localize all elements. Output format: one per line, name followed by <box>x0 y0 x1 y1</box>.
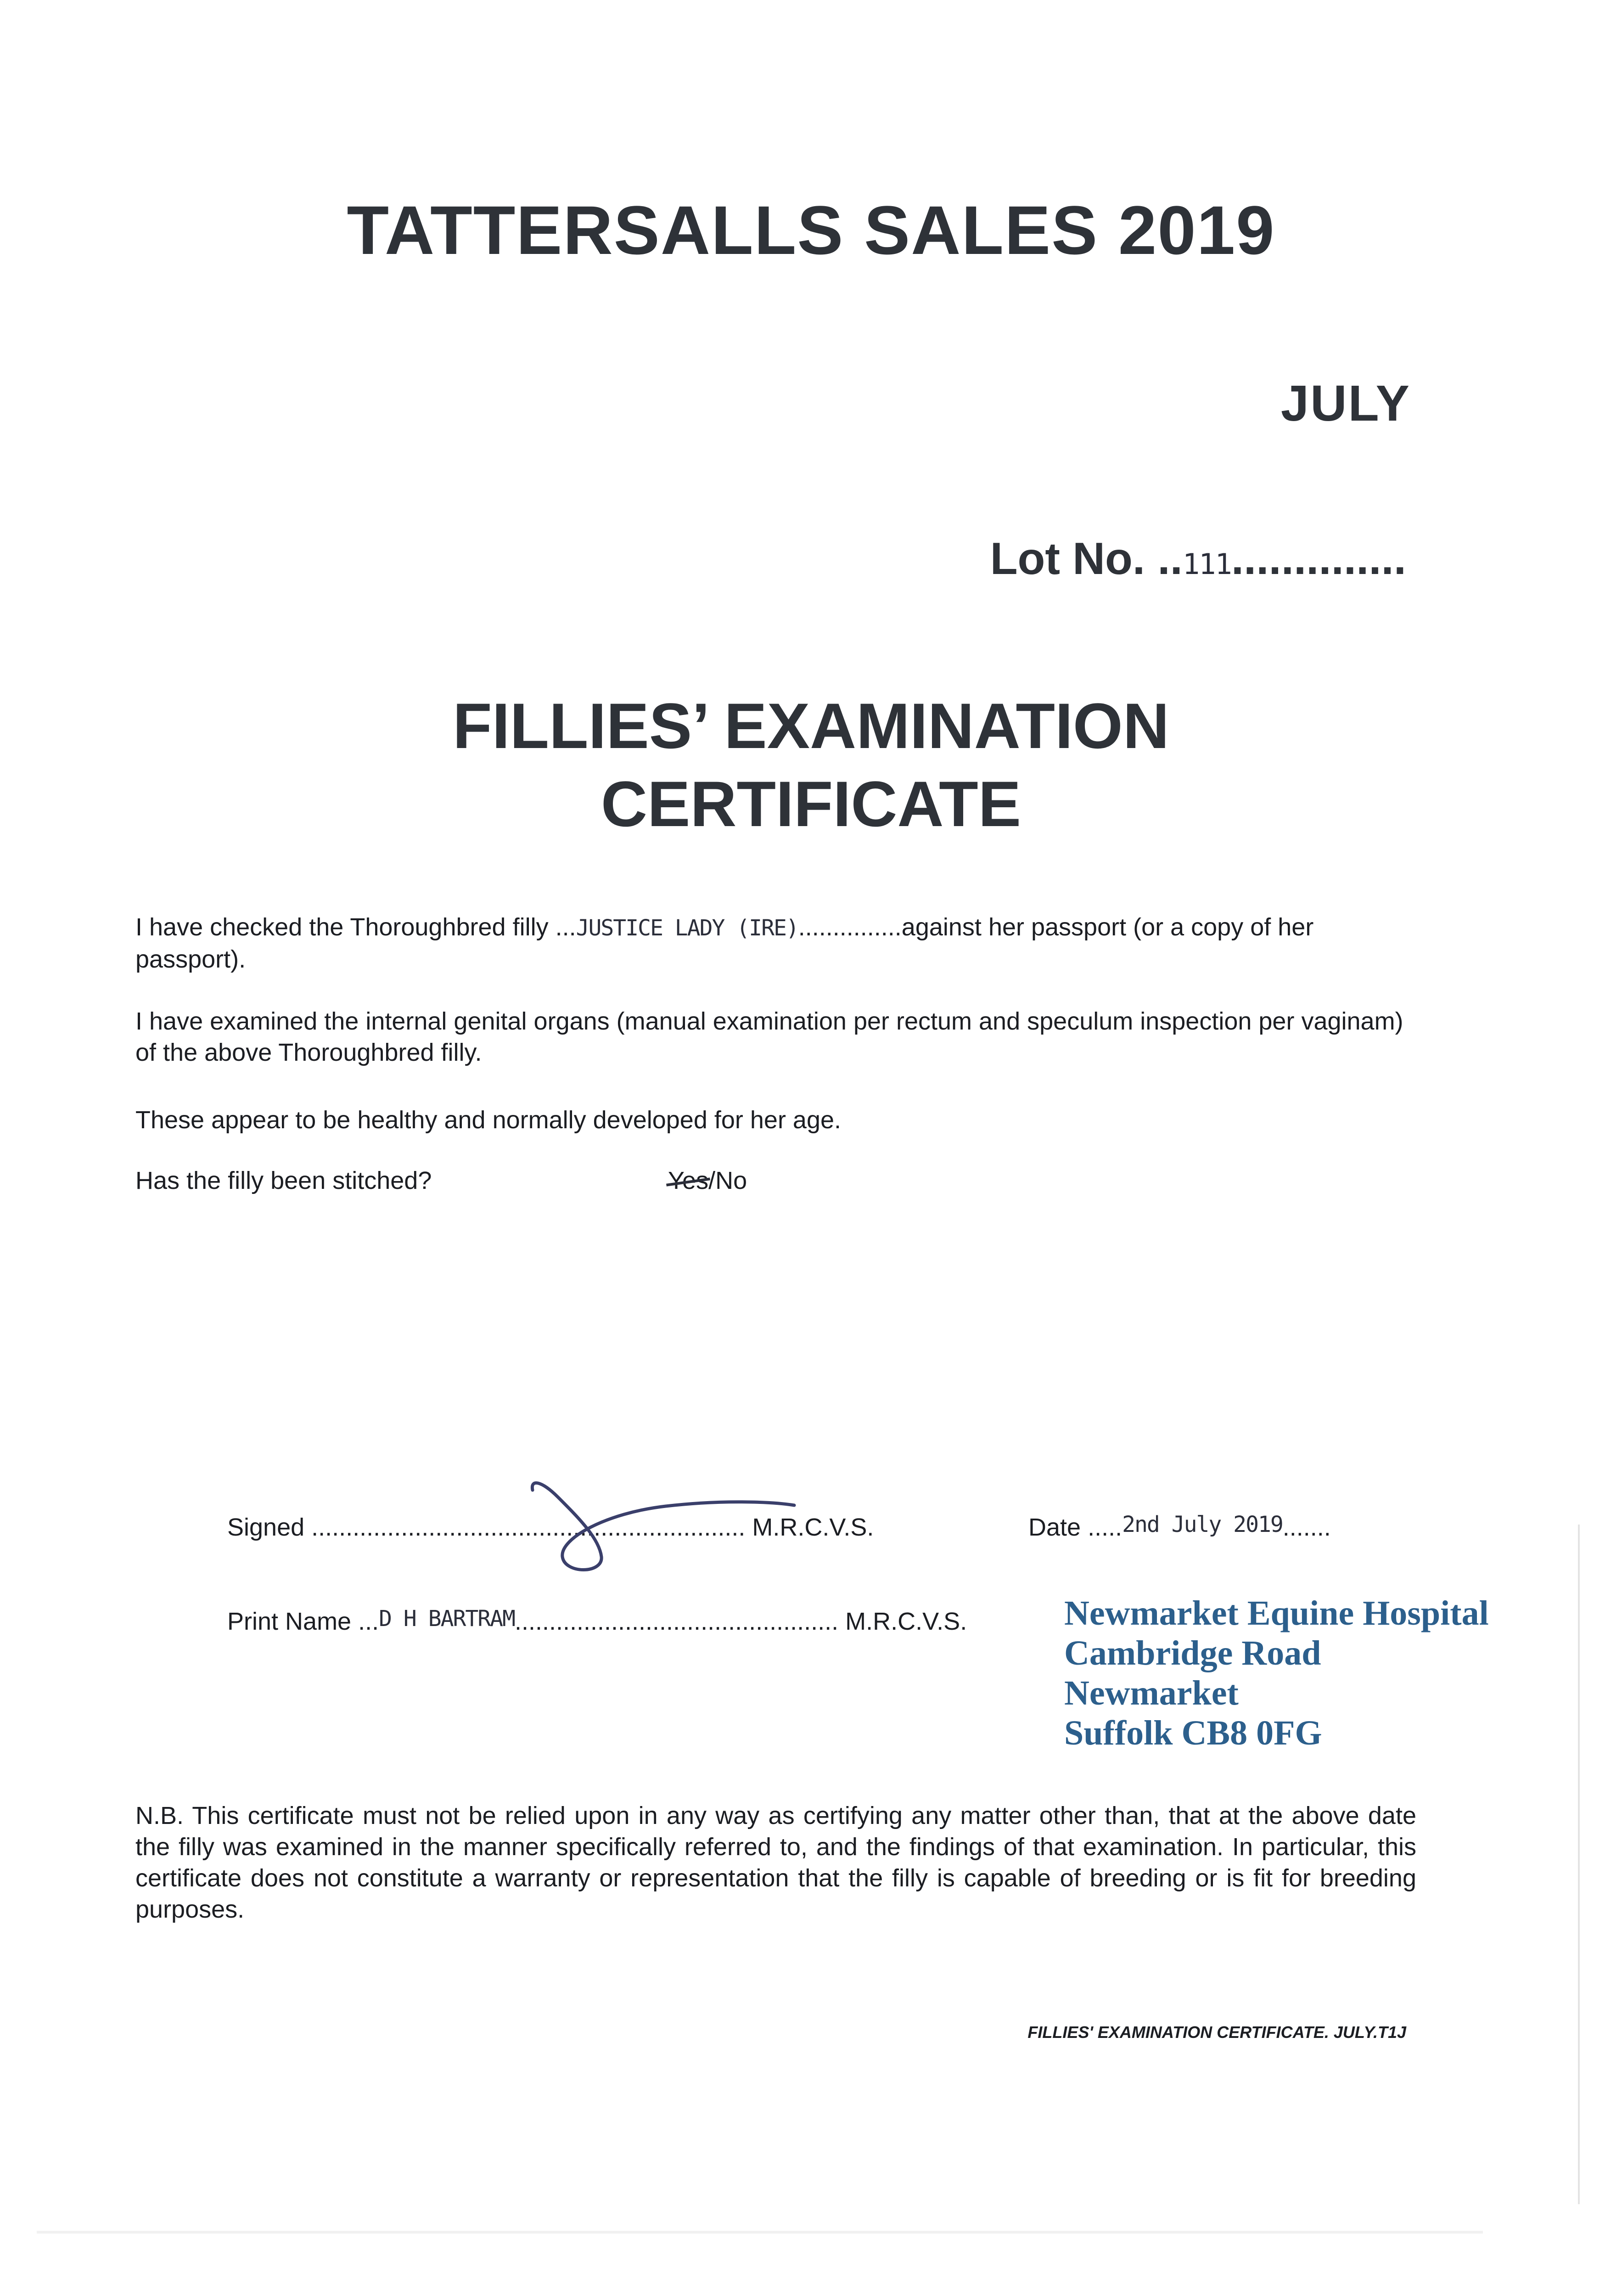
print-name-dots: ............................................... <box>514 1608 839 1635</box>
passport-check-text-end: ...............against her passport (or a copy of her passport). <box>135 913 1314 973</box>
stamp-line-4: Suffolk CB8 0FG <box>1064 1714 1322 1752</box>
lot-number-line <box>990 533 1406 585</box>
stamp-line-1: Newmarket Equine Hospital <box>1064 1594 1489 1632</box>
handwritten-signature <box>514 1469 813 1575</box>
print-name-value: D H BARTRAM <box>379 1606 515 1632</box>
lot-number-label: Lot No. .. <box>990 533 1183 584</box>
signed-dots: ............................................................... <box>311 1514 746 1541</box>
month-label: JULY <box>1280 375 1411 432</box>
date-dots: ....... <box>1282 1514 1331 1541</box>
scan-edge-line <box>1578 1525 1580 2204</box>
lot-number-value: 111 <box>1182 547 1231 581</box>
scan-bottom-mark <box>37 2231 1483 2234</box>
date-value: 2nd July 2019 <box>1122 1512 1283 1537</box>
stamp-line-2: Cambridge Road <box>1064 1634 1321 1672</box>
examination-paragraph: I have examined the internal genital organs (manual examination per rectum and speculum inspection per vaginam) of the above Thoroughbred filly. <box>135 1007 1403 1066</box>
lot-number-dots: .............. <box>1231 533 1406 584</box>
print-name-line <box>227 1607 967 1636</box>
stamp-line-3: Newmarket <box>1064 1674 1239 1712</box>
stitched-answer-struck-option: Yes <box>668 1167 709 1194</box>
date-line <box>1028 1513 1331 1542</box>
passport-check-paragraph <box>135 912 1416 975</box>
health-statement: These appear to be healthy and normally developed for her age. <box>135 1106 842 1134</box>
signed-label: Signed <box>227 1514 312 1541</box>
stitched-answer <box>668 1166 747 1195</box>
stitched-question: Has the filly been stitched? <box>135 1167 432 1194</box>
certificate-title-line-2: CERTIFICATE <box>601 768 1021 840</box>
date-label: Date ..... <box>1028 1514 1122 1541</box>
certificate-title-line-1: FILLIES’ EXAMINATION <box>453 690 1169 762</box>
disclaimer-note: N.B. This certificate must not be relied upon in any way as certifying any matter other than, that at the above date the filly was examined in the manner specifically referred to, and the findings of that examination. In particular, this certificate does not constitute a warranty or representation that the filly is capable of breeding or is fit for breeding purposes. <box>135 1802 1416 1923</box>
page-title: TATTERSALLS SALES 2019 <box>347 191 1275 269</box>
hospital-stamp <box>1064 1593 1489 1753</box>
mrcvs-label: M.R.C.V.S. <box>745 1514 874 1541</box>
print-name-label: Print Name ... <box>227 1608 379 1635</box>
passport-check-text-start: I have checked the Thoroughbred filly ... <box>135 913 576 941</box>
filly-name: JUSTICE LADY (IRE) <box>576 915 798 941</box>
document-reference: FILLIES' EXAMINATION CERTIFICATE. JULY.T1J <box>1027 2023 1406 2042</box>
mrcvs-label-2: M.R.C.V.S. <box>838 1608 967 1635</box>
stitched-answer-selected: /No <box>708 1167 747 1194</box>
